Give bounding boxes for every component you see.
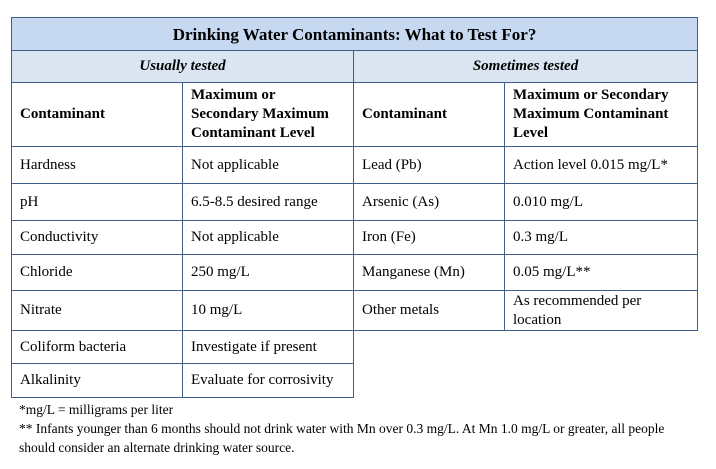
usual-contaminant-name: Hardness bbox=[12, 147, 183, 184]
usual-contaminant-level: Investigate if present bbox=[183, 331, 354, 364]
header-level-left: Maximum or Secondary Maximum Contaminant Level bbox=[183, 83, 354, 147]
usual-contaminant-level: 10 mg/L bbox=[183, 291, 354, 331]
sometimes-contaminant-level: As recommended per location bbox=[505, 291, 698, 331]
usual-contaminant-name: Alkalinity bbox=[12, 364, 183, 398]
usual-contaminant-level: 250 mg/L bbox=[183, 255, 354, 291]
group-usually-tested: Usually tested bbox=[12, 51, 354, 83]
usual-contaminant-level: 6.5-8.5 desired range bbox=[183, 184, 354, 221]
table-row bbox=[12, 221, 698, 255]
header-contaminant-left: Contaminant bbox=[12, 83, 183, 147]
table-row bbox=[12, 291, 698, 331]
table-title: Drinking Water Contaminants: What to Test For? bbox=[12, 18, 698, 51]
sometimes-contaminant-name: Iron (Fe) bbox=[354, 221, 505, 255]
header-level-right: Maximum or Secondary Maximum Contaminant Level bbox=[505, 83, 698, 147]
table-row bbox=[12, 255, 698, 291]
sometimes-contaminant-name: Arsenic (As) bbox=[354, 184, 505, 221]
table-row bbox=[12, 184, 698, 221]
usual-contaminant-level: Not applicable bbox=[183, 221, 354, 255]
sometimes-contaminant-name: Manganese (Mn) bbox=[354, 255, 505, 291]
footnotes bbox=[19, 400, 699, 457]
usual-contaminant-name: Nitrate bbox=[12, 291, 183, 331]
sometimes-contaminant-name: Lead (Pb) bbox=[354, 147, 505, 184]
sometimes-contaminant-level: Action level 0.015 mg/L* bbox=[505, 147, 698, 184]
usual-contaminant-name: pH bbox=[12, 184, 183, 221]
sometimes-contaminant-level: 0.010 mg/L bbox=[505, 184, 698, 221]
header-contaminant-right: Contaminant bbox=[354, 83, 505, 147]
contaminants-table-wrapper bbox=[11, 17, 697, 398]
sometimes-contaminant-level: 0.3 mg/L bbox=[505, 221, 698, 255]
footnote-units: *mg/L = milligrams per liter bbox=[19, 402, 174, 417]
footnote-manganese: ** Infants younger than 6 months should not drink water with Mn over 0.3 mg/L. At Mn 1.0 mg/L or greater, all people should consider an alternate drinking water source. bbox=[19, 421, 665, 455]
table-row bbox=[12, 147, 698, 184]
empty-cell bbox=[354, 331, 698, 364]
table-row bbox=[12, 331, 698, 364]
usual-contaminant-name: Chloride bbox=[12, 255, 183, 291]
sometimes-contaminant-level: 0.05 mg/L** bbox=[505, 255, 698, 291]
table-row bbox=[12, 364, 698, 398]
usual-contaminant-name: Conductivity bbox=[12, 221, 183, 255]
contaminants-table bbox=[11, 17, 698, 398]
usual-contaminant-level: Not applicable bbox=[183, 147, 354, 184]
usual-contaminant-level: Evaluate for corrosivity bbox=[183, 364, 354, 398]
usual-contaminant-name: Coliform bacteria bbox=[12, 331, 183, 364]
empty-cell bbox=[354, 364, 698, 398]
sometimes-contaminant-name: Other metals bbox=[354, 291, 505, 331]
group-sometimes-tested: Sometimes tested bbox=[354, 51, 698, 83]
